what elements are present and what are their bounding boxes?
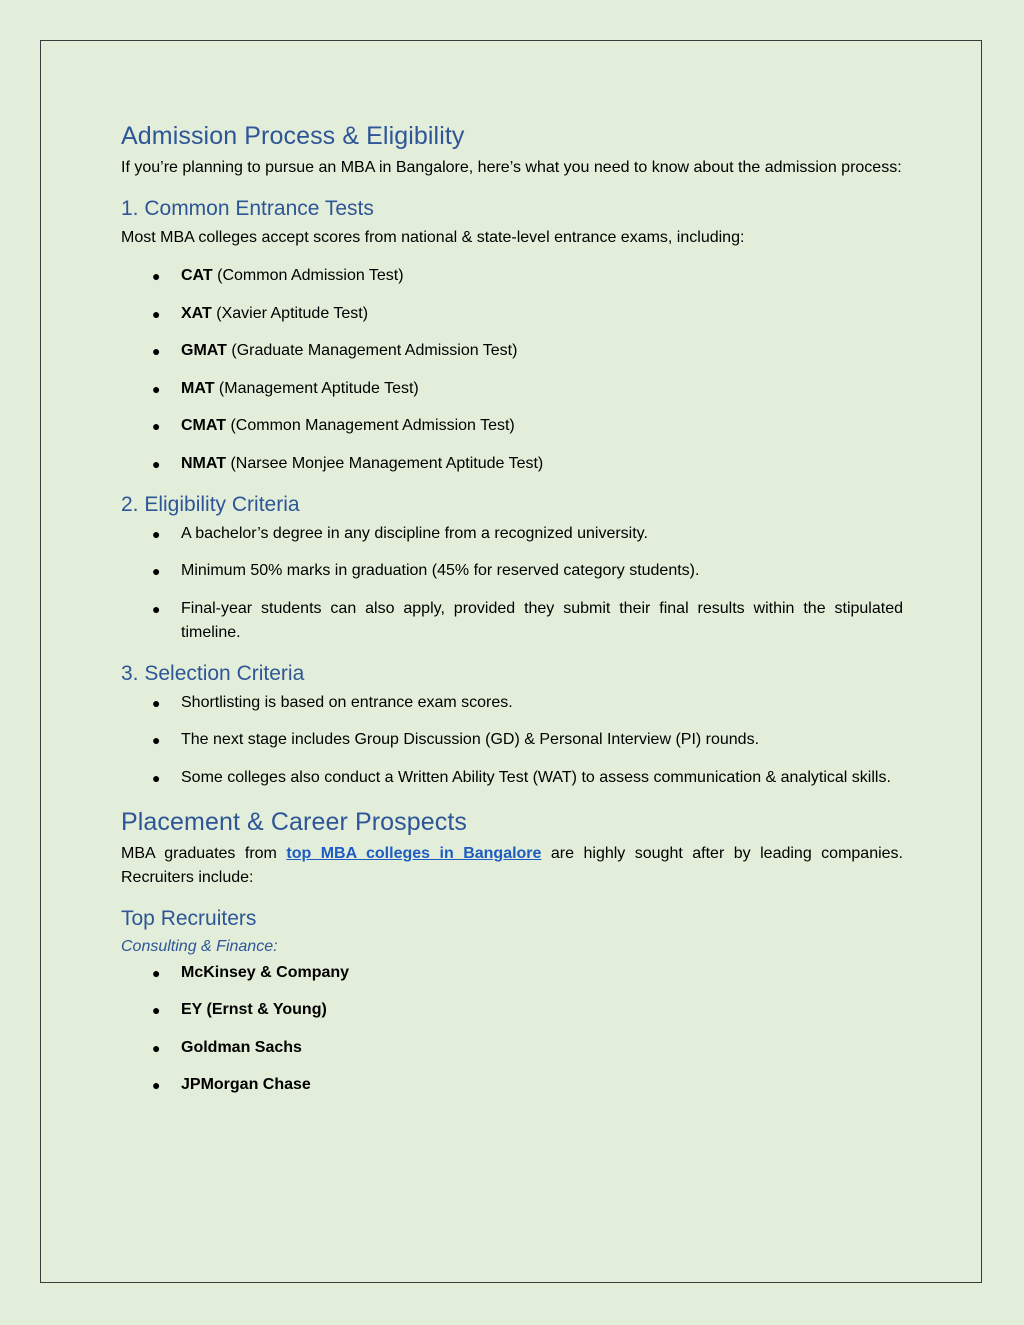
admission-section-title: Admission Process & Eligibility bbox=[121, 122, 465, 150]
bullet-icon: ● bbox=[152, 964, 161, 981]
exam-abbr: CMAT bbox=[181, 417, 227, 434]
eligibility-list bbox=[121, 522, 903, 645]
list-item bbox=[121, 766, 903, 790]
exam-abbr: NMAT bbox=[181, 454, 227, 472]
top-mba-colleges-link[interactable]: top MBA colleges in Bangalore bbox=[286, 844, 542, 862]
bullet-icon: ● bbox=[152, 1077, 161, 1093]
list-item bbox=[121, 728, 903, 752]
list-item bbox=[121, 1073, 903, 1097]
eligibility-item-text: Final-year students can also apply, provided they submit their final results within the stipulated timeline. bbox=[181, 599, 903, 641]
bullet-icon: ● bbox=[152, 1002, 161, 1018]
list-item bbox=[121, 559, 903, 583]
exam-desc: (Xavier Aptitude Test) bbox=[211, 304, 369, 322]
exam-abbr: XAT bbox=[181, 304, 212, 322]
list-item bbox=[121, 998, 903, 1022]
bullet-icon: ● bbox=[152, 455, 161, 472]
exam-abbr: MAT bbox=[181, 379, 215, 397]
recruiter-name: McKinsey & Company bbox=[181, 963, 350, 981]
eligibility-item-text: Minimum 50% marks in graduation (45% for reserved category students). bbox=[181, 562, 700, 579]
entrance-tests-list bbox=[121, 264, 903, 476]
admission-intro: If you’re planning to pursue an MBA in Bangalore, here’s what you need to know about the admission process: bbox=[121, 159, 902, 176]
exam-desc: (Common Management Admission Test) bbox=[226, 417, 515, 434]
selection-item-text: The next stage includes Group Discussion (GD) & Personal Interview (PI) rounds. bbox=[181, 731, 760, 748]
selection-list bbox=[121, 691, 903, 790]
entrance-tests-heading: 1. Common Entrance Tests bbox=[121, 197, 374, 220]
recruiter-name: JPMorgan Chase bbox=[181, 1076, 311, 1093]
list-item bbox=[121, 522, 903, 546]
exam-abbr: GMAT bbox=[181, 342, 227, 359]
bullet-icon: ● bbox=[152, 563, 161, 579]
list-item bbox=[121, 961, 903, 985]
document-content bbox=[121, 118, 903, 1097]
list-item bbox=[121, 1036, 903, 1060]
selection-heading: 3. Selection Criteria bbox=[121, 661, 305, 685]
eligibility-item-text: A bachelor’s degree in any discipline from a recognized university. bbox=[181, 524, 648, 542]
exam-desc: (Narsee Monjee Management Aptitude Test) bbox=[226, 454, 544, 472]
eligibility-heading: 2. Eligibility Criteria bbox=[121, 492, 300, 516]
bullet-icon: ● bbox=[152, 525, 161, 542]
bullet-icon: ● bbox=[152, 305, 161, 322]
list-item bbox=[121, 597, 903, 645]
list-item bbox=[121, 377, 903, 401]
placement-section-title: Placement & Career Prospects bbox=[121, 807, 468, 836]
list-item bbox=[121, 414, 903, 438]
bullet-icon: ● bbox=[152, 418, 161, 434]
bullet-icon: ● bbox=[152, 380, 161, 397]
bullet-icon: ● bbox=[152, 1039, 161, 1056]
bullet-icon: ● bbox=[152, 268, 161, 284]
placement-intro bbox=[121, 842, 903, 890]
exam-desc: (Graduate Management Admission Test) bbox=[226, 342, 518, 359]
placement-intro-before: MBA graduates from bbox=[121, 844, 287, 862]
list-item bbox=[121, 302, 903, 326]
selection-item-text: Shortlisting is based on entrance exam scores. bbox=[181, 693, 513, 711]
list-item bbox=[121, 452, 903, 476]
entrance-tests-intro: Most MBA colleges accept scores from national & state-level entrance exams, including: bbox=[121, 229, 745, 246]
recruiter-category: Consulting & Finance: bbox=[121, 937, 278, 955]
bullet-icon: ● bbox=[152, 769, 161, 786]
exam-desc: (Management Aptitude Test) bbox=[214, 379, 419, 397]
top-recruiters-heading: Top Recruiters bbox=[121, 906, 257, 930]
bullet-icon: ● bbox=[152, 732, 161, 748]
exam-desc: (Common Admission Test) bbox=[212, 267, 404, 284]
list-item bbox=[121, 691, 903, 715]
placement-intro-after: are highly sought after by leading companies. Recruiters include: bbox=[121, 844, 904, 886]
bullet-icon: ● bbox=[152, 343, 161, 359]
recruiter-name: Goldman Sachs bbox=[181, 1038, 302, 1056]
recruiters-list bbox=[121, 961, 903, 1098]
list-item bbox=[121, 264, 903, 288]
recruiter-name: EY (Ernst & Young) bbox=[181, 1001, 327, 1018]
exam-abbr: CAT bbox=[181, 267, 213, 284]
list-item bbox=[121, 339, 903, 363]
bullet-icon: ● bbox=[152, 600, 161, 617]
bullet-icon: ● bbox=[152, 694, 161, 711]
selection-item-text: Some colleges also conduct a Written Ability Test (WAT) to assess communication & analytical skills. bbox=[181, 768, 891, 786]
